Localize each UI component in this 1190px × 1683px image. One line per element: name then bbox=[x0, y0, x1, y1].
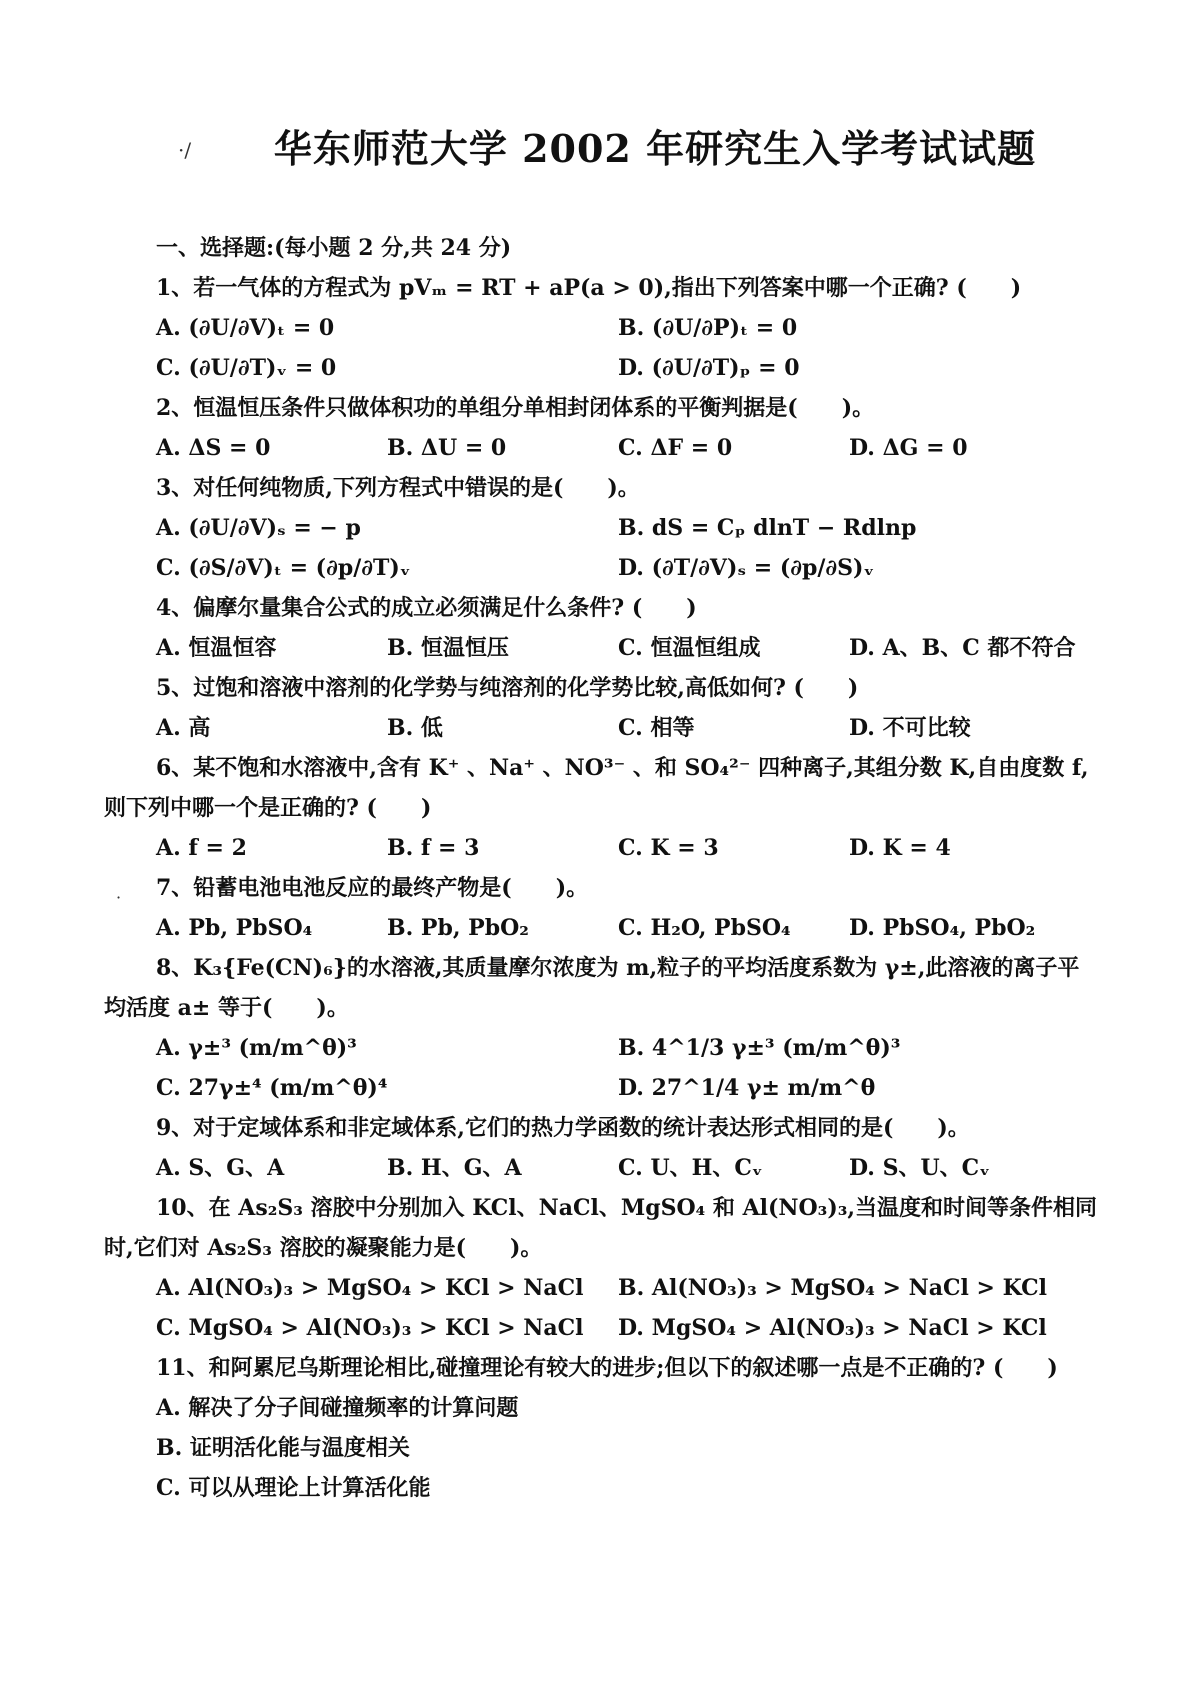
section-heading: 一、选择题:(每小题 2 分,共 24 分) bbox=[156, 235, 512, 261]
corner-mark: ·/ bbox=[178, 138, 192, 162]
option: B. Al(NO₃)₃ > MgSO₄ > NaCl > KCl bbox=[618, 1275, 1048, 1301]
option: A. 解决了分子间碰撞频率的计算问题 bbox=[156, 1395, 519, 1421]
option: A. S、G、A bbox=[156, 1155, 285, 1181]
option: C. K = 3 bbox=[618, 835, 719, 861]
option: D. 不可比较 bbox=[849, 715, 971, 741]
option: A. ΔS = 0 bbox=[156, 435, 271, 461]
option-row bbox=[104, 908, 1100, 948]
option: B. Pb, PbO₂ bbox=[387, 915, 529, 941]
option-row bbox=[104, 828, 1100, 868]
question-text: 10、在 As₂S₃ 溶胶中分别加入 KCl、NaCl、MgSO₄ 和 Al(NO₃)₃,当温度和时间等条件相同时,它们对 As₂S₃ 溶胶的凝聚能力是( )。 bbox=[104, 1195, 1098, 1261]
option: A. f = 2 bbox=[156, 835, 247, 861]
question-text: 5、过饱和溶液中溶剂的化学势与纯溶剂的化学势比较,高低如何? ( ) bbox=[156, 675, 859, 701]
option-row bbox=[104, 308, 1100, 348]
option: B. (∂U/∂P)ₜ = 0 bbox=[618, 315, 798, 341]
option: C. U、H、Cᵥ bbox=[618, 1155, 763, 1181]
option: D. K = 4 bbox=[849, 835, 951, 861]
option-row bbox=[104, 1428, 1100, 1468]
option: A. Al(NO₃)₃ > MgSO₄ > KCl > NaCl bbox=[156, 1275, 584, 1301]
question-text: 7、铅蓄电池电池反应的最终产物是( )。 bbox=[156, 875, 589, 901]
question-text: 8、K₃{Fe(CN)₆}的水溶液,其质量摩尔浓度为 m,粒子的平均活度系数为 γ±,此溶液的离子平均活度 a± 等于( )。 bbox=[104, 955, 1080, 1021]
question-text: 11、和阿累尼乌斯理论相比,碰撞理论有较大的进步;但以下的叙述哪一点是不正确的? ( ) bbox=[156, 1355, 1058, 1381]
option: C. MgSO₄ > Al(NO₃)₃ > KCl > NaCl bbox=[156, 1315, 584, 1341]
option: B. 恒温恒压 bbox=[387, 635, 509, 661]
option-row bbox=[104, 1308, 1100, 1348]
option-row bbox=[104, 1068, 1100, 1108]
option: A. (∂U/∂V)ₜ = 0 bbox=[156, 315, 335, 341]
option-row bbox=[104, 548, 1100, 588]
option: B. 低 bbox=[387, 715, 443, 741]
option-row bbox=[104, 1148, 1100, 1188]
option: B. H、G、A bbox=[387, 1155, 522, 1181]
option: C. (∂U/∂T)ᵥ = 0 bbox=[156, 355, 337, 381]
option: B. 4^1/3 γ±³ (m/m^θ)³ bbox=[618, 1035, 901, 1061]
option-row bbox=[104, 1268, 1100, 1308]
question-text: 1、若一气体的方程式为 pVₘ = RT + aP(a > 0),指出下列答案中哪一个正确? ( ) bbox=[156, 275, 1022, 301]
option: B. 证明活化能与温度相关 bbox=[156, 1435, 410, 1461]
page-title: 华东师范大学 2002 年研究生入学考试试题 bbox=[273, 126, 1037, 171]
question-text: 9、对于定域体系和非定域体系,它们的热力学函数的统计表达形式相同的是( )。 bbox=[156, 1115, 970, 1141]
option: C. (∂S/∂V)ₜ = (∂p/∂T)ᵥ bbox=[156, 555, 411, 581]
question-text: 3、对任何纯物质,下列方程式中错误的是( )。 bbox=[156, 475, 640, 501]
option-row bbox=[104, 428, 1100, 468]
option: D. (∂T/∂V)ₛ = (∂p/∂S)ᵥ bbox=[618, 555, 875, 581]
option: A. 高 bbox=[156, 715, 211, 741]
option-row bbox=[104, 1388, 1100, 1428]
question-text: 6、某不饱和水溶液中,含有 K⁺ 、Na⁺ 、NO³⁻ 、和 SO₄²⁻ 四种离子,其组分数 K,自由度数 f,则下列中哪一个是正确的? ( ) bbox=[104, 755, 1089, 821]
option-row bbox=[104, 708, 1100, 748]
option: B. dS = Cₚ dlnT − Rdlnp bbox=[618, 515, 917, 541]
question-list bbox=[104, 228, 1100, 1508]
option: B. f = 3 bbox=[387, 835, 480, 861]
option: D. MgSO₄ > Al(NO₃)₃ > NaCl > KCl bbox=[618, 1315, 1047, 1341]
option: D. ΔG = 0 bbox=[849, 435, 968, 461]
option-row bbox=[104, 508, 1100, 548]
option-row bbox=[104, 628, 1100, 668]
option: A. Pb, PbSO₄ bbox=[156, 915, 313, 941]
option: C. 相等 bbox=[618, 715, 695, 741]
option: C. H₂O, PbSO₄ bbox=[618, 915, 791, 941]
option: D. PbSO₄, PbO₂ bbox=[849, 915, 1036, 941]
option: D. (∂U/∂T)ₚ = 0 bbox=[618, 355, 800, 381]
stray-dot: · bbox=[116, 888, 122, 907]
option: B. ΔU = 0 bbox=[387, 435, 507, 461]
option-row bbox=[104, 348, 1100, 388]
option: A. 恒温恒容 bbox=[156, 635, 277, 661]
option: D. A、B、C 都不符合 bbox=[849, 635, 1076, 661]
option: A. γ±³ (m/m^θ)³ bbox=[156, 1035, 357, 1061]
option: C. 可以从理论上计算活化能 bbox=[156, 1475, 431, 1501]
option: C. 恒温恒组成 bbox=[618, 635, 761, 661]
option: D. 27^1/4 γ± m/m^θ bbox=[618, 1075, 876, 1101]
question-text: 2、恒温恒压条件只做体积功的单组分单相封闭体系的平衡判据是( )。 bbox=[156, 395, 875, 421]
option-row bbox=[104, 1468, 1100, 1508]
option: A. (∂U/∂V)ₛ = − p bbox=[156, 515, 361, 541]
option-row bbox=[104, 1028, 1100, 1068]
option: C. ΔF = 0 bbox=[618, 435, 733, 461]
option: D. S、U、Cᵥ bbox=[849, 1155, 991, 1181]
question-text: 4、偏摩尔量集合公式的成立必须满足什么条件? ( ) bbox=[156, 595, 697, 621]
option: C. 27γ±⁴ (m/m^θ)⁴ bbox=[156, 1075, 388, 1101]
